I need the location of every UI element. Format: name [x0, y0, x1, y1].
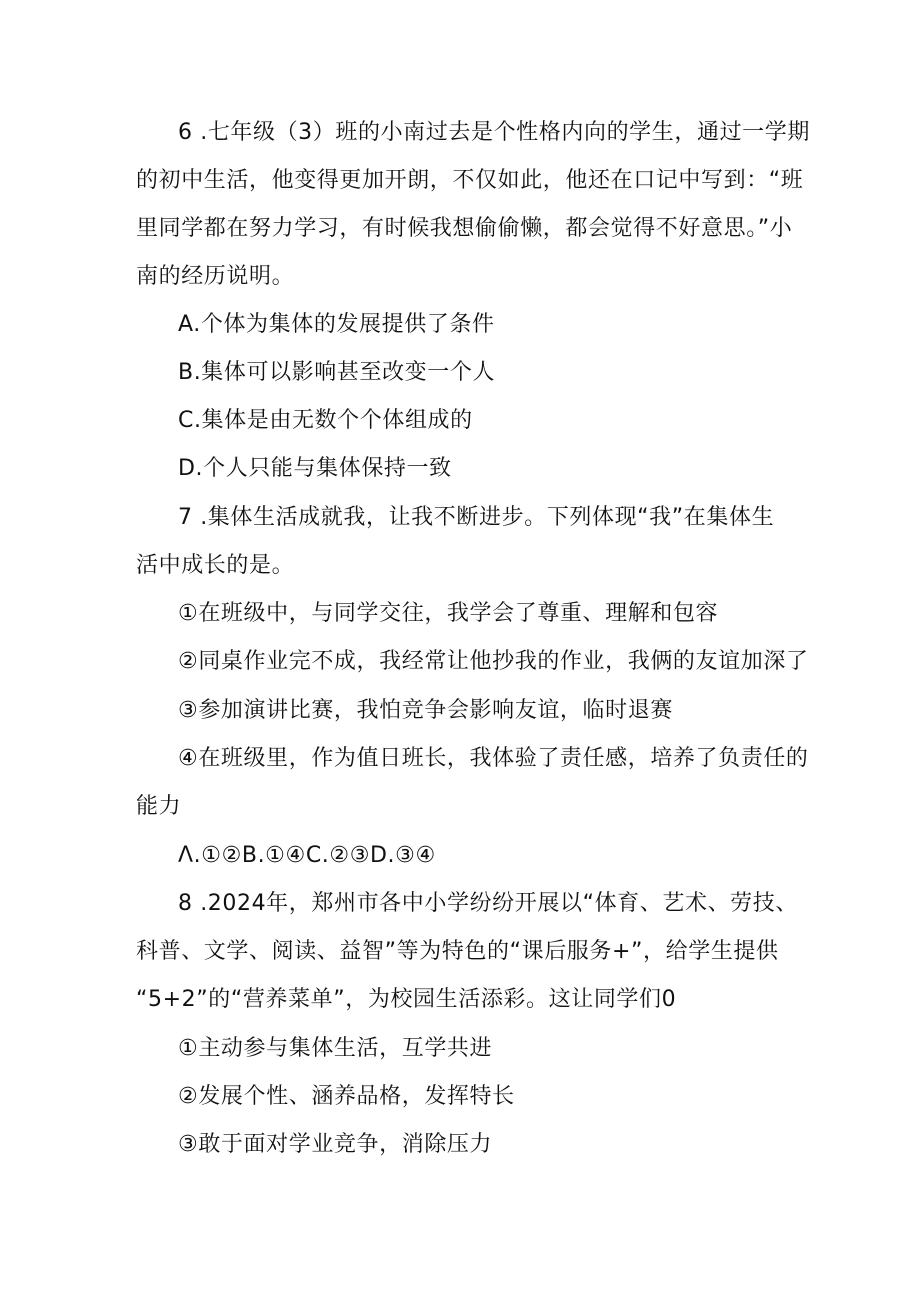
q7-statement-3: ③参加演讲比赛，我怕竞争会影响友谊，临时退赛	[178, 698, 673, 723]
q8-statement-2: ②发展个性、涵养品格，发挥特长	[178, 1084, 515, 1109]
q6-stem-line-2: 的初中生活，他变得更加开朗，不仅如此，他还在口记中写到：“班	[136, 168, 804, 193]
q7-statement-1: ①在班级中，与同学交往，我学会了尊重、理解和包容	[178, 601, 719, 626]
q7-statement-2: ②同桌作业完不成，我经常让他抄我的作业，我俩的友谊加深了	[178, 649, 809, 674]
q8-stem-line-3: “5+2”的“营养菜单”，为校园生活添彩。这让同学们0	[136, 987, 677, 1012]
q7-statement-4-line-2: 能力	[136, 794, 182, 819]
q6-option-c: C.集体是由无数个个体组成的	[178, 408, 473, 433]
q6-option-d: D.个人只能与集体保持一致	[178, 456, 452, 481]
q6-option-b: B.集体可以影响甚至改变一个人	[178, 360, 496, 385]
q6-stem-line-4: 南的经历说明。	[136, 264, 295, 289]
q7-stem-line-2: 活中成长的是。	[136, 553, 295, 578]
q6-option-a: A.个体为集体的发展提供了条件	[178, 312, 495, 337]
q6-stem-line-1: 6 .七年级（3）班的小南过去是个性格内向的学生，通过一学期	[178, 120, 810, 145]
q8-stem-line-2: 科普、文学、阅读、益智”等为特色的“课后服务+”，给学生提供	[136, 939, 779, 964]
q7-stem-line-1: 7 .集体生活成就我，让我不断进步。下列体现“我”在集体生	[178, 505, 775, 530]
q6-stem-line-3: 里同学都在努力学习，有时候我想偷偷懒，都会觉得不好意思。”小	[136, 216, 793, 241]
q8-statement-3: ③敢于面对学业竞争，消除压力	[178, 1132, 493, 1157]
q8-stem-line-1: 8 .2024年，郑州市各中小学纷纷开展以“体育、艺术、劳技、	[178, 891, 798, 916]
q7-statement-4-line-1: ④在班级里，作为值日班长，我体验了责任感，培养了负责任的	[178, 746, 809, 771]
q7-options: Λ.①②B.①④C.②③D.③④	[178, 843, 436, 868]
q8-statement-1: ①主动参与集体生活，互学共进	[178, 1036, 493, 1061]
